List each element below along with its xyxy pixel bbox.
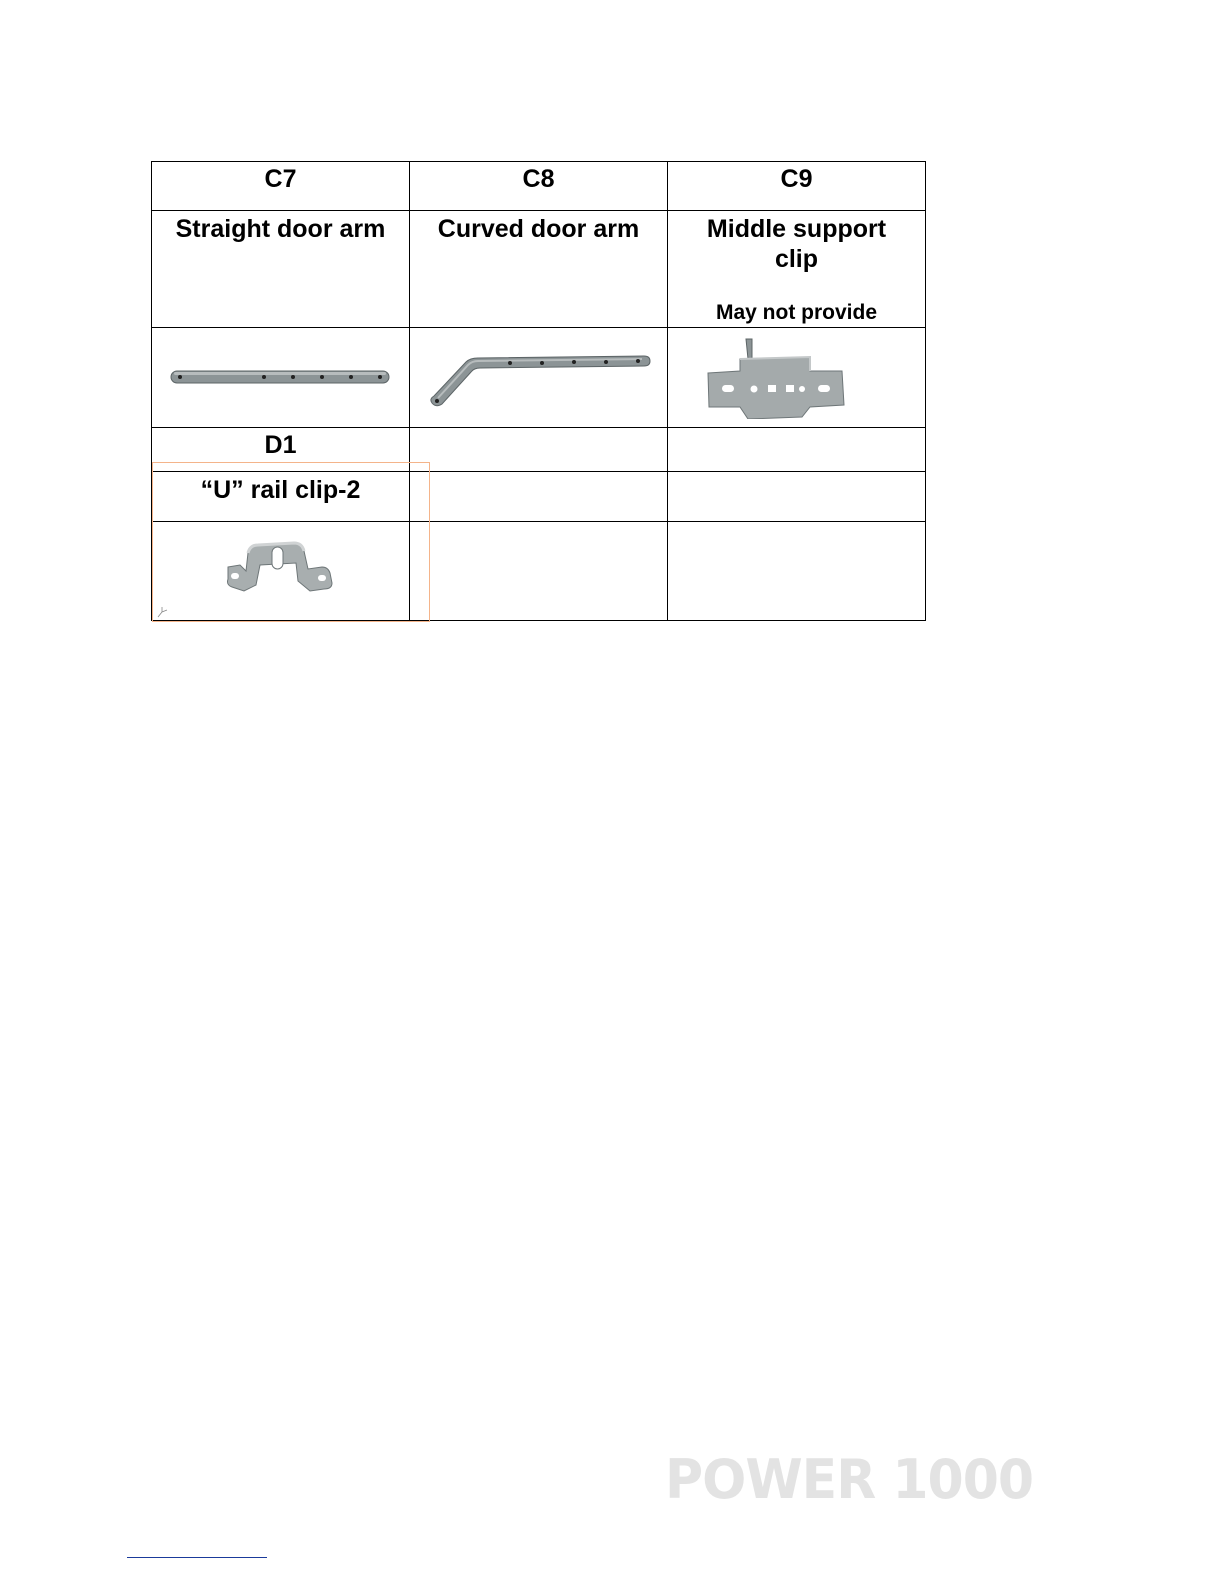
middle-support-clip-icon — [706, 337, 851, 419]
curved-door-arm-icon — [426, 348, 651, 408]
empty-cell — [668, 522, 926, 621]
availability-note: May not provide — [715, 301, 878, 324]
empty-cell — [410, 522, 668, 621]
table-row — [152, 211, 926, 328]
cell-c8-code — [410, 162, 668, 211]
cell-c7-name — [152, 211, 410, 328]
part-code: C7 — [264, 165, 297, 193]
table-row — [152, 328, 926, 428]
empty-cell — [410, 472, 668, 522]
part-name: Curved door arm — [437, 215, 640, 243]
empty-cell — [668, 428, 926, 472]
part-code: C8 — [522, 165, 555, 193]
cell-d1-name — [152, 472, 410, 522]
table-row — [152, 522, 926, 621]
part-code: D1 — [264, 431, 297, 459]
cell-c8-name — [410, 211, 668, 328]
cell-c8-image — [410, 328, 668, 428]
empty-cell — [410, 428, 668, 472]
cell-c9-image — [668, 328, 926, 428]
table-row — [152, 428, 926, 472]
part-name: “U” rail clip-2 — [200, 476, 361, 504]
cell-c9-code — [668, 162, 926, 211]
brand-logo: POWER 1000 — [665, 1448, 1034, 1512]
cell-d1-code — [152, 428, 410, 472]
u-rail-clip-icon — [226, 541, 336, 601]
footer-divider — [127, 1557, 267, 1558]
cell-c7-code — [152, 162, 410, 211]
parts-table — [151, 161, 926, 621]
part-name: Middle support clip — [706, 215, 887, 273]
part-name: Straight door arm — [175, 215, 386, 243]
empty-cell — [668, 472, 926, 522]
cell-d1-image — [152, 522, 410, 621]
table-row — [152, 472, 926, 522]
table-row — [152, 162, 926, 211]
cell-c7-image — [152, 328, 410, 428]
part-code: C9 — [780, 165, 813, 193]
straight-door-arm-icon — [168, 366, 393, 390]
cell-c9-name — [668, 211, 926, 328]
